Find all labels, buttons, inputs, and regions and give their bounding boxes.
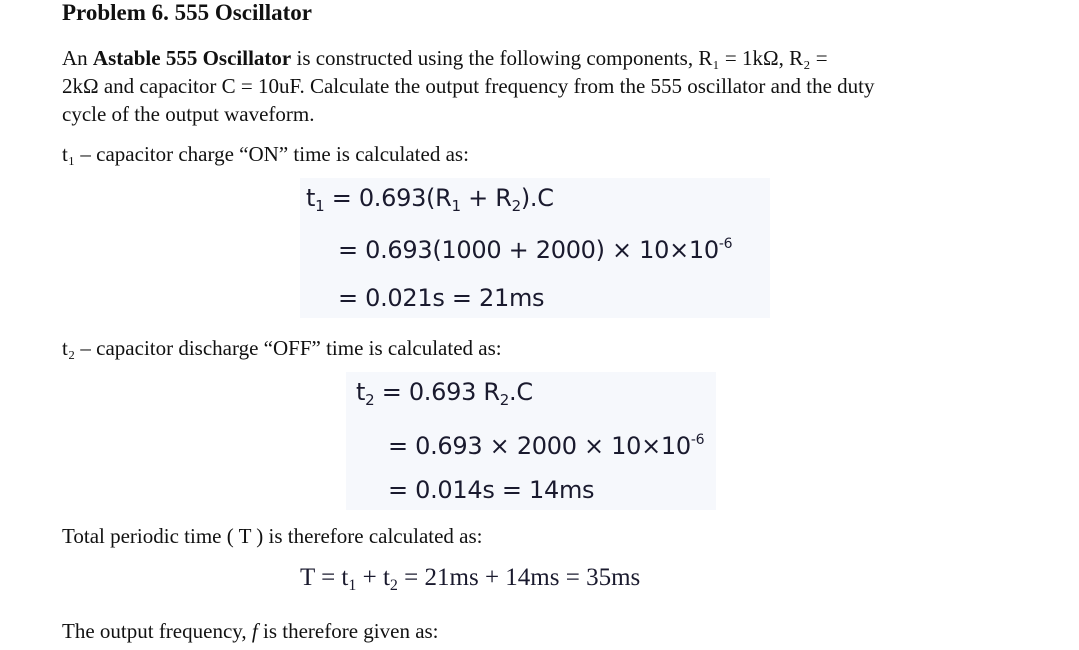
- t2-eq2-exponent: -6: [690, 432, 705, 448]
- t1-eq2-text: = 0.693(1000 + 2000) × 10×10: [338, 236, 719, 264]
- frequency-heading: [62, 619, 439, 644]
- t2-equation-line-2: [388, 432, 704, 460]
- t2-symbol: t: [356, 378, 366, 406]
- statement-line-1: [62, 44, 1022, 72]
- t2-equation-line-3: = 0.014s = 14ms: [388, 476, 595, 504]
- intro-text: An: [62, 46, 93, 70]
- astable-term: Astable 555 Oscillator: [92, 46, 292, 70]
- t1-eq1-part-a: = 0.693(R: [324, 184, 452, 212]
- statement-line-2: 2kΩ and capacitor C = 10uF. Calculate the output frequency from the 555 oscillator and the duty: [62, 74, 875, 98]
- t1-eq1-sub-1: 1: [451, 197, 461, 215]
- t1-eq1-part-c: ).C: [520, 184, 554, 212]
- total-eq-sub-1: 1: [348, 577, 357, 594]
- total-eq-part-a: T = t: [300, 564, 349, 591]
- statement-line-3: cycle of the output waveform.: [62, 102, 315, 126]
- t2-eq1-sub: 2: [499, 391, 510, 409]
- t1-heading: t₁ – capacitor charge “ON” time is calculated as:: [62, 142, 469, 166]
- problem-statement: [62, 44, 1022, 128]
- t2-symbol-sub: 2: [365, 391, 375, 409]
- frequency-heading-post: is therefore given as:: [257, 619, 439, 643]
- t2-equation-line-1: [356, 378, 533, 409]
- frequency-heading-pre: The output frequency,: [62, 619, 252, 643]
- t1-eq2-exponent: -6: [718, 236, 733, 252]
- intro-text-rest: is constructed using the following components, R₁ = 1kΩ, R₂ =: [291, 46, 828, 70]
- t1-equation-line-2: [338, 236, 732, 264]
- total-heading: Total periodic time ( T ) is therefore calculated as:: [62, 524, 483, 548]
- total-eq-sub-2: 2: [389, 577, 398, 594]
- t2-eq1-part-b: .C: [509, 378, 533, 406]
- total-eq-part-c: = 21ms + 14ms = 35ms: [397, 564, 641, 591]
- problem-title: Problem 6. 555 Oscillator: [62, 0, 312, 25]
- t1-symbol-sub: 1: [315, 197, 325, 215]
- frequency-symbol: f: [251, 619, 258, 643]
- t1-equation-line-1: [306, 184, 554, 215]
- total-eq-part-b: + t: [356, 564, 390, 591]
- total-equation: [300, 564, 640, 595]
- t1-equation-line-3: = 0.021s = 21ms: [338, 284, 545, 312]
- t1-symbol: t: [306, 184, 316, 212]
- t2-eq2-text: = 0.693 × 2000 × 10×10: [388, 432, 691, 460]
- t1-eq1-sub-2: 2: [511, 197, 521, 215]
- t1-eq1-part-b: + R: [460, 184, 512, 212]
- t2-heading: t₂ – capacitor discharge “OFF” time is calculated as:: [62, 336, 502, 360]
- t2-eq1-part-a: = 0.693 R: [374, 378, 500, 406]
